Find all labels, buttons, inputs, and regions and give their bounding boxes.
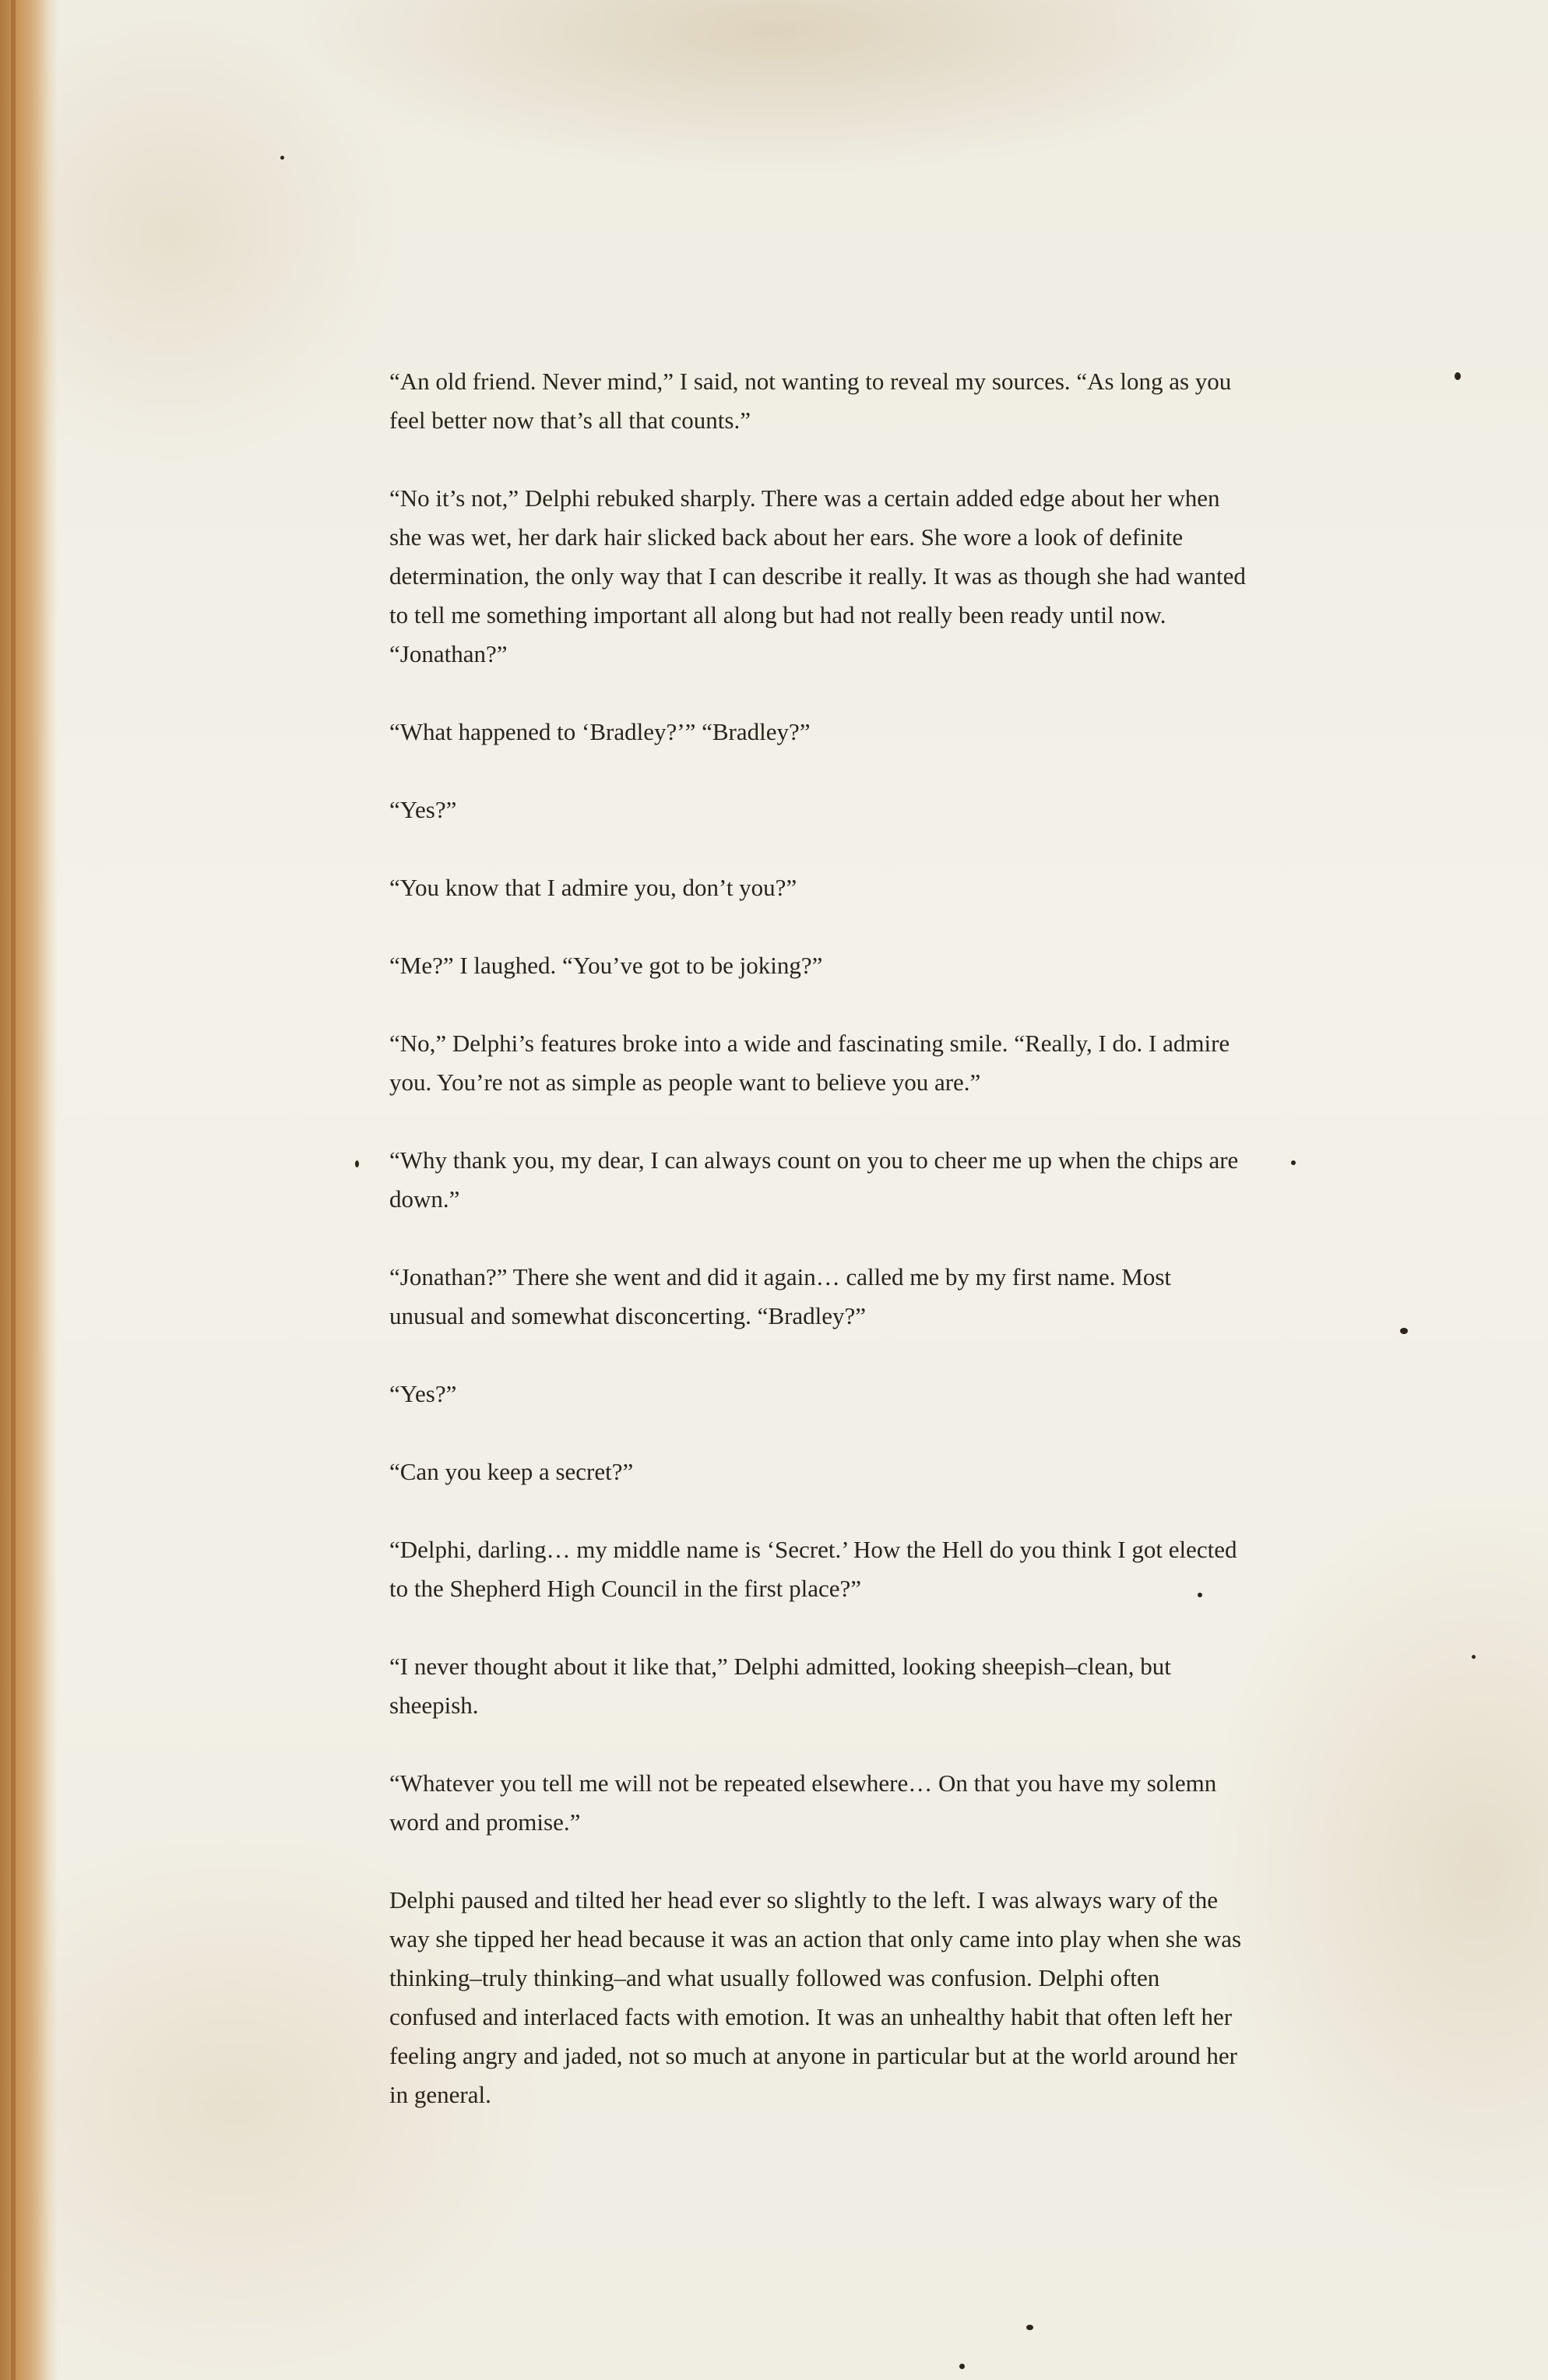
- paragraph: “Whatever you tell me will not be repeated elsewhere… On that you have my solemn word and promise.”: [389, 1769, 1217, 1836]
- paper-speck: [280, 156, 284, 160]
- paragraph: “You know that I admire you, don’t you?”: [389, 874, 797, 901]
- paper-edge-stain: [0, 0, 58, 2380]
- paragraph: “I never thought about it like that,” Delphi admitted, looking sheepish–clean, but sheepish.: [389, 1653, 1171, 1719]
- paper-speck: [1291, 1160, 1296, 1165]
- paragraph: “No,” Delphi’s features broke into a wide and fascinating smile. “Really, I do. I admire you. You’re not as simple as people want to believe you are.”: [389, 1030, 1230, 1096]
- document-body: [389, 362, 1246, 2153]
- paragraph: “Jonathan?” There she went and did it again… called me by my first name. Most unusual and somewhat disconcerting. “Bradley?”: [389, 1263, 1172, 1329]
- paragraph: “Can you keep a secret?”: [389, 1458, 634, 1485]
- paragraph: “Yes?”: [389, 796, 457, 823]
- paper-speck: [1400, 1328, 1408, 1334]
- paper-edge-line: [11, 0, 16, 2380]
- paragraph: Delphi paused and tilted her head ever so slightly to the left. I was always wary of the way she tipped her head because it was an action that only came into play when she was thinking–truly thinking–and what usually followed was confusion. Delphi often confused and interlaced facts with emotion. It was an unhealthy habit that often left her feeling angry and jaded, not so much at anyone in particular but at the world around her in general.: [389, 1886, 1242, 2108]
- paragraph: “Me?” I laughed. “You’ve got to be joking?”: [389, 952, 823, 979]
- paragraph: “Yes?”: [389, 1380, 457, 1407]
- paper-speck: [959, 2364, 965, 2369]
- paragraph: “Why thank you, my dear, I can always count on you to cheer me up when the chips are down.”: [389, 1146, 1239, 1213]
- paragraph: “What happened to ‘Bradley?’” “Bradley?”: [389, 718, 811, 745]
- paragraph: “Delphi, darling… my middle name is ‘Secret.’ How the Hell do you think I got elected to the Shepherd High Council in the first place?”: [389, 1536, 1237, 1602]
- paragraph: “An old friend. Never mind,” I said, not wanting to reveal my sources. “As long as you feel better now that’s all that counts.”: [389, 368, 1232, 434]
- paper-speck: [355, 1160, 359, 1167]
- paper-speck: [1455, 372, 1461, 380]
- paragraph: “No it’s not,” Delphi rebuked sharply. There was a certain added edge about her when she was wet, her dark hair slicked back about her ears. She wore a look of definite determination, the only way that I can describe it really. It was as though she had wanted to tell me something important all along but had not really been ready until now. “Jonathan?”: [389, 484, 1246, 667]
- paper-speck: [1026, 2325, 1033, 2330]
- paper-speck: [1472, 1655, 1476, 1659]
